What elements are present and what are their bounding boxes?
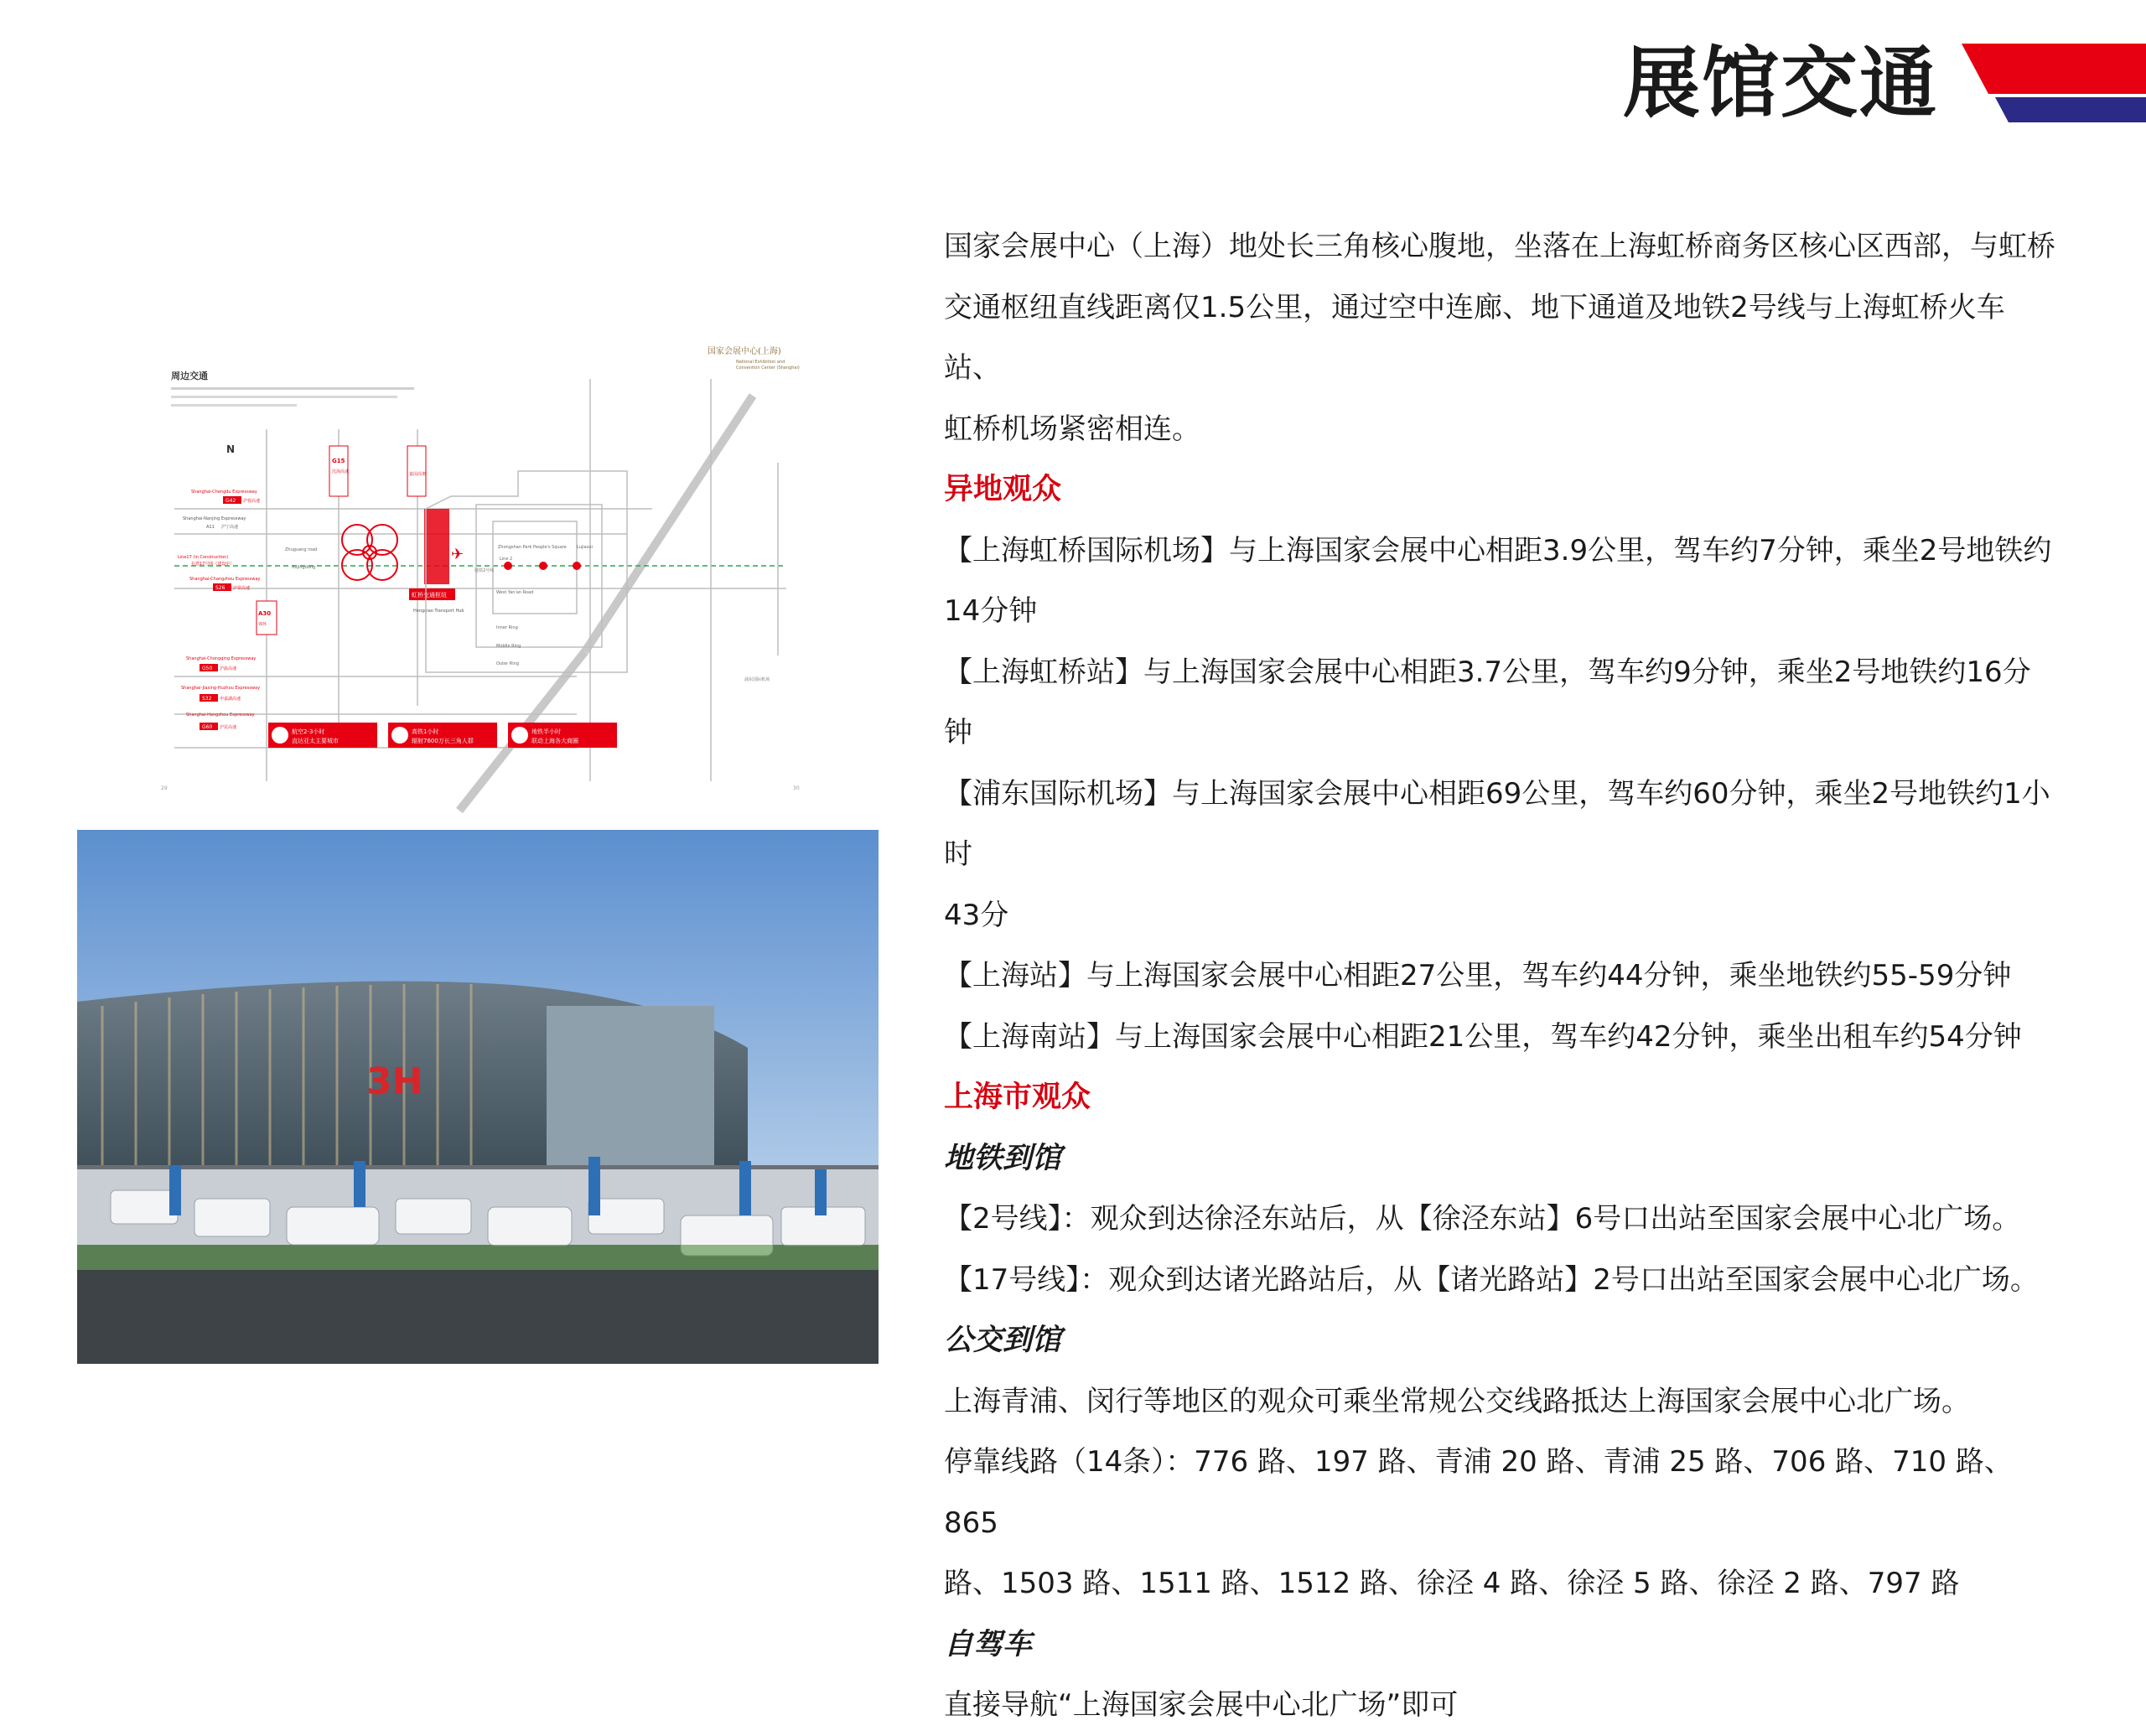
map-peoples-sq: People's Square (533, 545, 567, 550)
map-road-g60-en: Shanghai-Hangzhou Expressway (186, 713, 255, 718)
map-badge-air-line2: 直达亚太主要城市 (292, 738, 339, 744)
intro-line: 国家会展中心（上海）地处长三角核心腹地，坐落在上海虹桥商务区核心区西部，与虹桥 (944, 230, 2055, 263)
drive-heading: 自驾车 (944, 1627, 1033, 1661)
map-hub-en: Hongqiao Transport Hub (413, 609, 464, 614)
bus-line: 路、1503 路、1511 路、1512 路、徐泾 4 路、徐泾 5 路、徐泾 2 路、797 路 (944, 1567, 1960, 1600)
nonlocal-line: 43分 (944, 898, 1009, 932)
map-badge-rail-line2: 辐射7600万长三角人群 (412, 738, 474, 744)
bus-line: 停靠线路（14条）：776 路、197 路、青浦 20 路、青浦 25 路、706 路、710 路、865 (944, 1445, 2013, 1540)
map-road-a30: A30 (258, 610, 272, 617)
bus-line: 上海青浦、闵行等地区的观众可乘坐常规公交线路抵达上海国家会展中心北广场。 (944, 1384, 1970, 1418)
map-road-jiamin: 嘉闵高架 (409, 472, 427, 477)
bus-heading: 公交到馆 (944, 1324, 1062, 1357)
map-road-s26-cn: 沪常高速 (233, 586, 251, 591)
map-line17-cn: 在建17号线（建设中） (191, 562, 235, 567)
map-airplane-icon: ✈ (451, 546, 464, 563)
map-road-g50-cn: 沪渝高速 (220, 666, 237, 671)
map-north: N (226, 443, 236, 455)
metro-heading: 地铁到馆 (944, 1141, 1062, 1175)
map-logo-en-1: National Exhibition and (736, 360, 785, 365)
nonlocal-line: 【上海南站】与上海国家会展中心相距21公里，驾车约42分钟，乘坐出租车约54分钟 (944, 1019, 2022, 1054)
section-heading-nonlocal: 异地观众 (944, 473, 1062, 506)
map-road-g15: G15 (332, 458, 345, 464)
map-inner-ring: Inner Ring (496, 625, 518, 630)
drive-line: 直接导航“上海国家会展中心北广场”即可 (944, 1688, 1459, 1722)
transport-map (158, 329, 811, 815)
map-road-s26-en: Shanghai-Changzhou Expressway (189, 577, 261, 582)
map-logo: 国家会展中心(上海) (708, 347, 781, 356)
map-road-a30-cn: 郊环 (258, 622, 267, 627)
intro-line: 交通枢纽直线距离仅1.5公里，通过空中连廊、地下通道及地铁2号线与上海虹桥火车站、 (944, 290, 2005, 385)
map-badge-metro-line2: 联动上海各大商圈 (531, 738, 578, 744)
map-pudong: 浦东国际机场 (744, 677, 770, 682)
map-page-left: 29 (161, 785, 168, 791)
map-badge-air-line1: 航空2-3小时 (292, 728, 325, 735)
page-title: 展馆交通 (1622, 39, 1938, 128)
map-badge-metro-line1: 地铁半小时 (531, 728, 561, 735)
map-road-g42: G42 (225, 498, 236, 504)
map-line2-cn: 地铁2号线 (474, 568, 495, 573)
map-middle-ring: Middle Ring (496, 644, 521, 649)
nonlocal-line: 【上海虹桥站】与上海国家会展中心相距3.7公里，驾车约9分钟，乘坐2号地铁约16分钟 (944, 655, 2031, 749)
map-road-s32-cn: 申嘉湖高速 (220, 697, 241, 702)
map-west-yanan: West Yan'an Road (496, 590, 534, 595)
map-logo-en-2: Convention Center (Shanghai) (736, 365, 800, 371)
map-line17-en: Line17 (in Construction) (178, 555, 229, 560)
map-xujingdong: Xujingdong (292, 565, 316, 570)
nonlocal-line: 【上海虹桥国际机场】与上海国家会展中心相距3.9公里，驾车约7分钟，乘坐2号地铁约 (944, 533, 2052, 567)
map-line2: Line 2 (500, 557, 513, 562)
nonlocal-line: 【浦东国际机场】与上海国家会展中心相距69公里，驾车约60分钟，乘坐2号地铁约1小时 (944, 776, 2050, 871)
metro-line: 【17号线】：观众到达诸光路站后，从【诸光路站】2号口出站至国家会展中心北广场。 (944, 1262, 2039, 1297)
map-zhuguang: Zhuguang road (285, 547, 318, 552)
map-road-g50-en: Shanghai-Chongqing Expressway (186, 656, 257, 661)
section-heading-local: 上海市观众 (944, 1080, 1091, 1114)
map-road-a11-en: Shanghai-Nanjing Expressway (183, 516, 246, 521)
map-road-s26: S26 (215, 585, 225, 591)
nonlocal-line: 14分钟 (944, 594, 1038, 628)
nonlocal-line: 【上海站】与上海国家会展中心相距27公里，驾车约44分钟，乘坐地铁约55-59分钟 (944, 959, 2012, 992)
map-road-g60: G60 (202, 724, 213, 730)
map-road-s32: S32 (202, 696, 212, 702)
map-road-a11-cn: 沪宁高速 (221, 525, 239, 530)
map-road-s32-en: Shanghai-Jiaxing-Huzhou Expressway (181, 686, 261, 691)
exhibition-hall-photo (77, 830, 879, 1364)
map-outer-ring: Outer Ring (496, 661, 519, 666)
map-badge-rail-line1: 高铁1小时 (412, 728, 439, 735)
map-lujiazui: Lujiazui (577, 545, 593, 550)
map-road-g42-cn: 沪蓉高速 (243, 499, 261, 504)
map-road-g42-en: Shanghai-Chengdu Expressway (191, 490, 257, 495)
text-column (944, 216, 2059, 1736)
map-road-g50: G50 (202, 666, 213, 671)
intro-line: 虹桥机场紧密相连。 (944, 412, 1200, 446)
map-road-a11: A11 (206, 525, 215, 530)
hall-sign: 3H (366, 1060, 423, 1103)
map-road-g15-cn: 沈海高速 (332, 469, 350, 474)
map-heading: 周边交通 (171, 371, 208, 381)
map-hub-label: 虹桥交通枢纽 (412, 592, 447, 599)
metro-line: 【2号线】：观众到达徐泾东站后，从【徐泾东站】6号口出站至国家会展中心北广场。 (944, 1202, 2021, 1236)
map-zhongshan: Zhongshan Park (498, 545, 532, 550)
map-road-g60-cn: 沪昆高速 (220, 725, 237, 730)
map-page-right: 30 (793, 785, 800, 791)
